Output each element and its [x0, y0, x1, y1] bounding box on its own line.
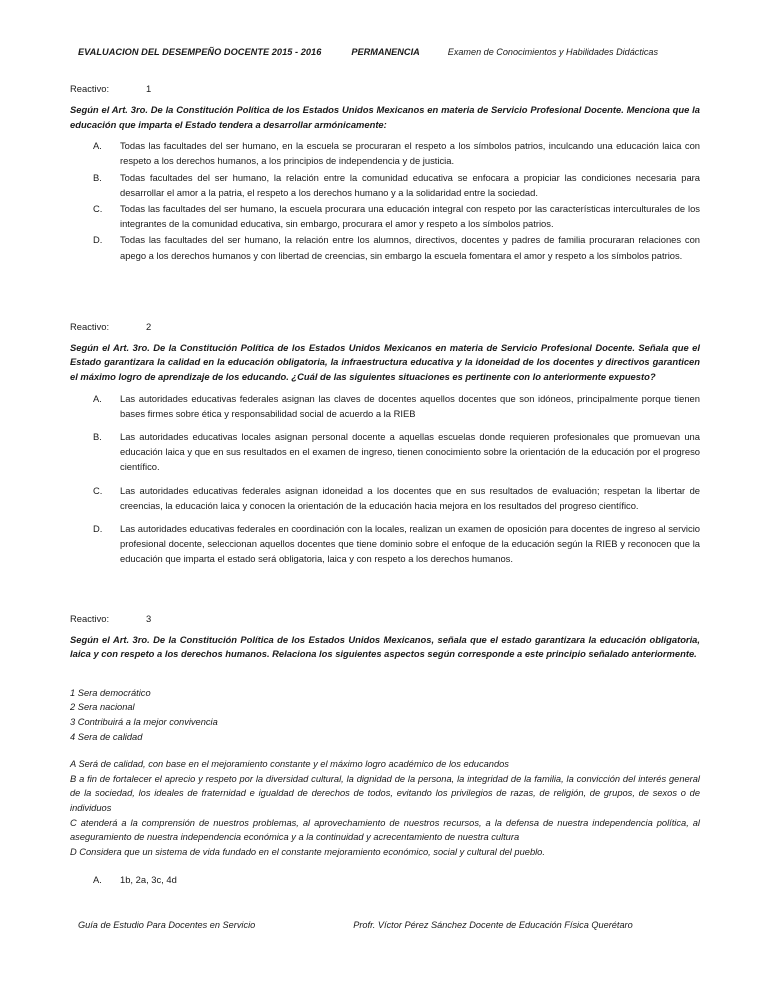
reactivo-line-3 [70, 611, 700, 626]
reactivo-label: Reactivo: [70, 612, 110, 624]
option-text: Las autoridades educativas federales asignan idoneidad a los docentes que en sus resultados de evaluación; respetan la libertar de creencias, la educación laica y conocen la orientación de la educación hacia mejora en los resultados del progreso científico. [120, 484, 700, 511]
footer-right-text: Profr. Víctor Pérez Sánchez Docente de Educación Física Querétaro [353, 920, 633, 930]
header-main-title: EVALUACION DEL DESEMPEÑO DOCENTE 2015 - 2016 [78, 47, 322, 57]
footer-left-text: Guía de Estudio Para Docentes en Servicio [78, 920, 256, 930]
option-list-2 [70, 391, 700, 567]
question-stem: Según el Art. 3ro. De la Constitución Política de los Estados Unidos Mexicanos en materia de Servicio Profesional Docente. Menciona que la educación que imparta el Estado tendera a desarrollar armónicamente: [70, 104, 700, 130]
option-item[interactable] [70, 483, 700, 513]
question-stem: Según el Art. 3ro. De la Constitución Política de los Estados Unidos Mexicanos, señala que el estado garantizara la educación obligatoria, laica y con respeto a los derechos humanos. Relaciona los siguientes aspectos según corresponde a este principio señalado anteriormente. [70, 633, 700, 660]
option-text: Todas las facultades del ser humano, en la escuela se procuraran el respeto a los símbolos patrios, inculcando una educación laica con respeto a los derechos humanos, a los principios de independencia y de justicia. [120, 140, 700, 167]
option-marker: A. [93, 392, 102, 404]
section-spacer [70, 289, 700, 319]
reactivo-line-2 [70, 319, 700, 334]
option-item[interactable] [70, 429, 700, 475]
option-marker: D. [93, 234, 103, 246]
option-item[interactable] [70, 872, 700, 887]
option-marker: C. [93, 203, 103, 214]
header-permanencia-label: PERMANENCIA [351, 47, 420, 57]
question-block-3 [70, 611, 700, 888]
question-block-1 [70, 81, 700, 263]
option-item[interactable] [70, 170, 700, 200]
reactivo-number: 1 [146, 83, 152, 94]
option-marker: C. [93, 484, 103, 496]
list-item: B a fin de fortalecer el aprecio y respeto por la diversidad cultural, la dignidad de la persona, la integridad de la familia, la convicción del interés general de la sociedad, los ideales de fraternidad e igualdad de derechos de todos, evitando los privilegios de razas, de religión, de grupos, de sexos o de individuos [70, 773, 700, 813]
option-text: 1b, 2a, 3c, 4d [120, 874, 177, 886]
list-spacer [70, 668, 700, 686]
document-body [70, 46, 700, 914]
list-item: 1 Sera democrático [70, 687, 151, 698]
list-item: C atenderá a la comprensión de nuestros problemas, al aprovechamiento de nuestros recursos, a la defensa de nuestra independencia política, al aseguramiento de nuestra independencia económica y a la continuidad y acrecentamiento de nuestra cultura [70, 817, 700, 843]
option-item[interactable] [70, 391, 700, 421]
document-footer [78, 918, 702, 932]
reactivo-line-1 [70, 81, 700, 96]
option-text: Todas las facultades del ser humano, la escuela procurara una educación integral con respeto por las características interculturales de los integrantes de la comunidad educativa, sin embargo, procurara el amor y respeto a los símbolos patrios. [120, 203, 700, 230]
option-item[interactable] [70, 232, 700, 262]
header-subtitle: Examen de Conocimientos y Habilidades Didácticas [447, 47, 659, 57]
option-text: Todas las facultades del ser humano, la relación entre los alumnos, directivos, docentes y padres de familia procuraran relaciones con apego a los derechos humanos y con libertad de creencias, sin embargo la escuela fomentara el amor y respeto a los símbolos patrios. [120, 234, 700, 261]
option-text: Las autoridades educativas federales en coordinación con la locales, realizan un examen de oposición para docentes de ingreso al servicio profesional docente, seleccionan aquellos docentes que tiene dominio sobre el enfoque de la educación según la RIEB y reconocen que la educación que imparta el estado será obligatoria, laica y con respeto a los derechos humanos. [120, 523, 700, 565]
option-list-1 [70, 138, 700, 263]
option-marker: D. [93, 523, 103, 535]
option-item[interactable] [70, 201, 700, 231]
option-list-3 [70, 872, 700, 887]
list-item: 4 Sera de calidad [70, 731, 143, 742]
option-item[interactable] [70, 138, 700, 168]
option-marker: B. [93, 431, 102, 442]
option-text: Todas facultades del ser humano, la relación entre la comunidad educativa se enfocara a propiciar las condiciones necesaria para desarrollar el amor a la patria, el respeto a los derechos humano y a la solidaridad entre la sociedad. [120, 171, 700, 198]
option-marker: A. [93, 140, 102, 152]
list-item: 3 Contribuirá a la mejor convivencia [70, 717, 218, 727]
question-block-2 [70, 319, 700, 567]
list-item: D Considera que un sistema de vida fundado en el constante mejoramiento económico, social y cultural del pueblo. [70, 846, 545, 857]
reactivo-number: 3 [146, 612, 152, 624]
option-item[interactable] [70, 521, 700, 567]
option-text: Las autoridades educativas locales asignan personal docente a aquellas escuelas donde requieren profesionales que promuevan una educación laica y que en sus resultados en el examen de ingreso, tienen conocimiento sobre la orientación de la educación por el progreso científico. [120, 431, 700, 473]
option-text: Las autoridades educativas federales asignan las claves de docentes aquellos docentes que son idóneos, principalmente porque tienen bases firmes sobre ética y responsabilidad social de acuerdo a la RIEB [120, 392, 700, 419]
list-item: 2 Sera nacional [70, 702, 135, 713]
option-marker: B. [93, 171, 102, 183]
option-marker: A. [93, 874, 102, 886]
document-header [70, 46, 700, 59]
reactivo-label: Reactivo: [70, 320, 110, 332]
reactivo-number: 2 [146, 320, 152, 332]
numbered-aspect-list [70, 686, 700, 744]
section-spacer [70, 593, 700, 611]
reactivo-label: Reactivo: [70, 83, 110, 94]
question-stem: Según el Art. 3ro. De la Constitución Política de los Estados Unidos Mexicanos en materia de Servicio Profesional Docente. Señala que el Estado garantizara la calidad en la educación obligatoria, la infraestructura educativa y la idoneidad de los docentes y directivos garanticen el máximo logro de aprendizaje de los educando. ¿Cuál de las siguientes situaciones es pertinente con lo anteriormente expuesto? [70, 341, 700, 382]
list-item: A Será de calidad, con base en el mejoramiento constante y el máximo logro académico de los educandos [70, 759, 509, 770]
lettered-aspect-list [70, 757, 700, 859]
